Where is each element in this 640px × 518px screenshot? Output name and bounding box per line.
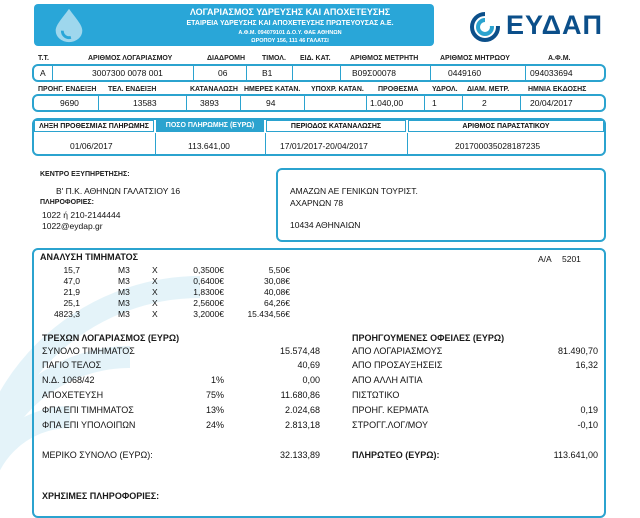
row1-divider [193,66,194,80]
water-drop-icon [50,6,88,44]
current-row-amount: 2.813,18 [284,420,320,430]
row1-divider [246,66,247,80]
days: 94 [266,98,276,108]
vat-number: 094033694 [530,68,573,78]
previous-debts-title: ΠΡΟΗΓΟΥΜΕΝΕΣ ΟΦΕΙΛΕΣ (ΕΥΡΩ) [352,333,505,343]
recipient-city: 10434 ΑΘΗΝΑΙΩΝ [290,220,361,230]
row2-divider [304,96,305,110]
row2-divider [424,96,425,110]
aa-value: 5201 [562,254,581,264]
row1-header-registry: ΑΡΙΘΜΟΣ ΜΗΤΡΩΟΥ [440,55,510,62]
current-row-amount: 40,69 [297,360,320,370]
company-address: ΩΡΟΠΟΥ 156, 111 46 ΓΑΛΑΤΣΙ [251,38,329,44]
consumption: 3893 [200,98,219,108]
doc-number-header: ΑΡΙΘΜΟΣ ΠΑΡΑΣΤΑΤΙΚΟΥ [408,120,604,132]
tt-value: A [40,68,46,78]
analysis-x: X [152,265,158,275]
analysis-total: 5,50€ [268,265,290,275]
current-row-amount: 15.574,48 [279,346,320,356]
current-row-label: ΦΠΑ ΕΠΙ ΥΠΟΛΟΙΠΩΝ [42,420,136,430]
route-value: 06 [218,68,228,78]
row1-header-account: ΑΡΙΘΜΟΣ ΛΟΓΑΡΙΑΣΜΟΥ [88,55,173,62]
period-header: ΠΕΡΙΟΔΟΣ ΚΑΤΑΝΑΛΩΣΗΣ [266,120,406,132]
row1-divider [340,66,341,80]
total-payable-label: ΠΛΗΡΩΤΕΟ (ΕΥΡΩ): [352,450,440,460]
payment-divider [407,133,408,154]
analysis-price: 0,3500€ [193,265,224,275]
analysis-total: 64,26€ [264,298,290,308]
payment-divider [155,133,156,154]
row2-header-issue-date: ΗΜΝΙΑ ΕΚΔΟΣΗΣ [528,86,587,93]
analysis-price: 2,5600€ [193,298,224,308]
row1-divider [52,66,53,80]
previous-row-amount: 0,19 [580,405,598,415]
row2-header-last-reading: ΤΕΛ. ΕΝΔΕΙΞΗ [108,86,157,93]
row2-header-days: ΗΜΕΡΕΣ ΚΑΤΑΝ. [244,86,301,93]
row2-divider [240,96,241,110]
row2-header-extra: ΠΡΟΘΕΣΜΑ [378,86,419,93]
subtotal-label: ΜΕΡΙΚΟ ΣΥΝΟΛΟ (ΕΥΡΩ): [42,450,153,460]
recipient-street: ΑΧΑΡΝΩΝ 78 [290,198,344,208]
analysis-total: 40,08€ [264,287,290,297]
analysis-price: 0,6400€ [193,276,224,286]
row2-divider [186,96,187,110]
row2-header-consumption: ΚΑΤΑΝΑΛΩΣΗ [190,86,238,93]
analysis-unit: M3 [118,298,130,308]
row1-header-route: ΔΙΑΔΡΟΜΗ [207,55,246,62]
row2-divider [98,96,99,110]
service-center-label: ΚΕΝΤΡΟ ΕΞΥΠΗΡΕΤΗΣΗΣ: [40,171,130,178]
row1-header-tariff: ΤΙΜΟΛ. [262,55,286,62]
previous-row-amount: 16,32 [575,360,598,370]
current-row-pct: 24% [205,420,224,430]
row2-header-hydrol: ΥΔΡΟΛ. [432,86,458,93]
current-row-pct: 75% [205,390,224,400]
registry-number: 0449160 [448,68,482,78]
recipient-name: ΑΜΑΖΩΝ ΑΕ ΓΕΝΙΚΩΝ ΤΟΥΡΙΣΤ. [290,186,418,196]
row1-divider [292,66,293,80]
account-number: 3007300 0078 001 [92,68,163,78]
row2-header-diameter: ΔΙΑΜ. ΜΕΤΡ. [467,86,510,93]
analysis-x: X [152,287,158,297]
analysis-total: 30,08€ [264,276,290,286]
current-row-label: ΦΠΑ ΕΠΙ ΤΙΜΗΜΑΤΟΣ [42,405,134,415]
previous-row-label: ΠΙΣΤΩΤΙΚΟ [352,390,400,400]
row1-divider [525,66,526,80]
row2-divider [520,96,521,110]
previous-row-amount: 81.490,70 [557,346,598,356]
last-reading: 13583 [133,98,157,108]
previous-row-label: ΑΠΟ ΛΟΓΑΡΙΑΣΜΟΥΣ [352,346,443,356]
current-row-pct: 1% [210,375,224,385]
analysis-qty: 21,9 [63,287,80,297]
amount-header: ΠΟΣΟ ΠΛΗΡΩΜΗΣ (ΕΥΡΩ) [156,120,264,132]
diameter-value: 2 [482,98,487,108]
analysis-price: 3,2000€ [193,309,224,319]
useful-info-title: ΧΡΗΣΙΜΕΣ ΠΛΗΡΟΦΟΡΙΕΣ: [42,491,160,501]
info-phone: 1022 ή 210-2144444 [42,210,121,220]
due-date: 01/06/2017 [70,141,113,151]
analysis-qty: 15,7 [63,265,80,275]
row1-header-category: ΕΙΔ. ΚΑΤ. [300,55,331,62]
current-row-label: Ν.Δ. 1068/42 [42,375,95,385]
previous-row-label: ΣΤΡΟΓΓ.ΛΟΓ/ΜΟΥ [352,420,428,430]
row2-header-mandatory: ΥΠΟΧΡ. ΚΑΤΑΝ. [311,86,364,93]
eydap-logo-icon [470,12,500,42]
previous-row-label: ΑΠΟ ΠΡΟΣΑΥΞΗΣΕΙΣ [352,360,443,370]
meter-number: B09Σ00078 [352,68,397,78]
analysis-x: X [152,309,158,319]
current-row-pct: 13% [205,405,224,415]
current-row-label: ΑΠΟΧΕΤΕΥΣΗ [42,390,104,400]
row1-divider [430,66,431,80]
row1-header-tt: Τ.Τ. [38,55,49,62]
extra-value: 1.040,00 [370,98,404,108]
analysis-qty: 47,0 [63,276,80,286]
analysis-unit: M3 [118,265,130,275]
previous-row-label: ΑΠΟ ΑΛΛΗ ΑΙΤΙΑ [352,375,423,385]
analysis-unit: M3 [118,309,130,319]
current-row-label: ΠΑΓΙΟ ΤΕΛΟΣ [42,360,102,370]
current-row-amount: 11.680,86 [280,390,320,400]
issue-date: 20/04/2017 [530,98,573,108]
analysis-price: 1,8300€ [193,287,224,297]
company-name: ΕΤΑΙΡΕΙΑ ΥΔΡΕΥΣΗΣ ΚΑΙ ΑΠΟΧΕΤΕΥΣΗΣ ΠΡΩΤΕΥΟΥΣΑΣ Α.Ε. [186,20,394,27]
due-date-header: ΛΗΞΗ ΠΡΟΘΕΣΜΙΑΣ ΠΛΗΡΩΜΗΣ [34,120,154,132]
aa-label: Α/Α [538,254,552,264]
bill-title: ΛΟΓΑΡΙΑΣΜΟΣ ΥΔΡΕΥΣΗΣ ΚΑΙ ΑΠΟΧΕΤΕΥΣΗΣ [189,7,391,17]
company-tax-id: Α.Φ.Μ. 094079101 Δ.Ο.Υ. ΦΑΕ ΑΘΗΝΩΝ [238,30,342,36]
hydrol-value: 1 [432,98,437,108]
eydap-logo-text: ΕΥΔΑΠ [506,10,603,40]
subtotal-amount: 32.133,89 [279,450,320,460]
row2-divider [462,96,463,110]
analysis-qty: 4823,3 [54,309,80,319]
analysis-unit: M3 [118,276,130,286]
document-number: 201700035028187235 [455,141,541,151]
current-row-label: ΣΥΝΟΛΟ ΤΙΜΗΜΑΤΟΣ [42,346,135,356]
row1-header-vat: Α.Φ.Μ. [548,55,571,62]
row2-header-prev-reading: ΠΡΟΗΓ. ΕΝΔΕΙΞΗ [38,86,97,93]
tariff-value: B1 [262,68,273,78]
current-row-amount: 0,00 [302,375,320,385]
analysis-x: X [152,276,158,286]
amount-due: 113.641,00 [188,141,230,151]
row1-header-meter: ΑΡΙΘΜΟΣ ΜΕΤΡΗΤΗ [350,55,419,62]
analysis-title: ΑΝΑΛΥΣΗ ΤΙΜΗΜΑΤΟΣ [40,252,139,262]
total-payable-amount: 113.641,00 [553,450,598,460]
row2-divider [366,96,367,110]
analysis-qty: 25,1 [63,298,80,308]
payment-divider [265,133,266,154]
analysis-unit: M3 [118,287,130,297]
info-label: ΠΛΗΡΟΦΟΡΙΕΣ: [40,199,94,206]
previous-row-label: ΠΡΟΗΓ. ΚΕΡΜΑΤΑ [352,405,429,415]
analysis-x: X [152,298,158,308]
prev-reading: 9690 [60,98,79,108]
service-center-name: Β' Π.Κ. ΑΘΗΝΩΝ ΓΑΛΑΤΣΙΟΥ 16 [56,186,181,196]
previous-row-amount: -0,10 [577,420,598,430]
analysis-total: 15.434,56€ [247,309,290,319]
consumption-period: 17/01/2017-20/04/2017 [280,141,368,151]
current-account-title: ΤΡΕΧΩΝ ΛΟΓΑΡΙΑΣΜΟΣ (ΕΥΡΩ) [42,333,180,343]
info-email[interactable]: 1022@eydap.gr [42,221,103,231]
current-row-amount: 2.024,68 [284,405,320,415]
